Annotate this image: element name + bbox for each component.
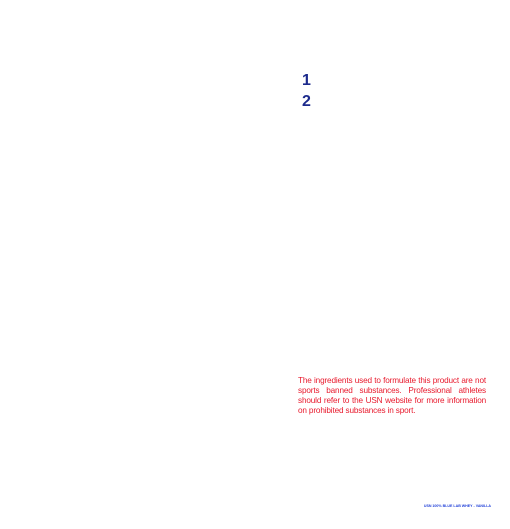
- step-number-1: 1: [302, 72, 311, 89]
- step-number-2: 2: [302, 93, 311, 110]
- step-number-list: [302, 70, 322, 112]
- banned-substances-notice: The ingredients used to formulate this product are not sports banned substances. Professional athletes should refer to the USN website for more information on prohibited substances in sport.: [298, 376, 486, 416]
- product-name-footer: USN 100% BLUE LAB WHEY - VANILLA: [423, 504, 491, 508]
